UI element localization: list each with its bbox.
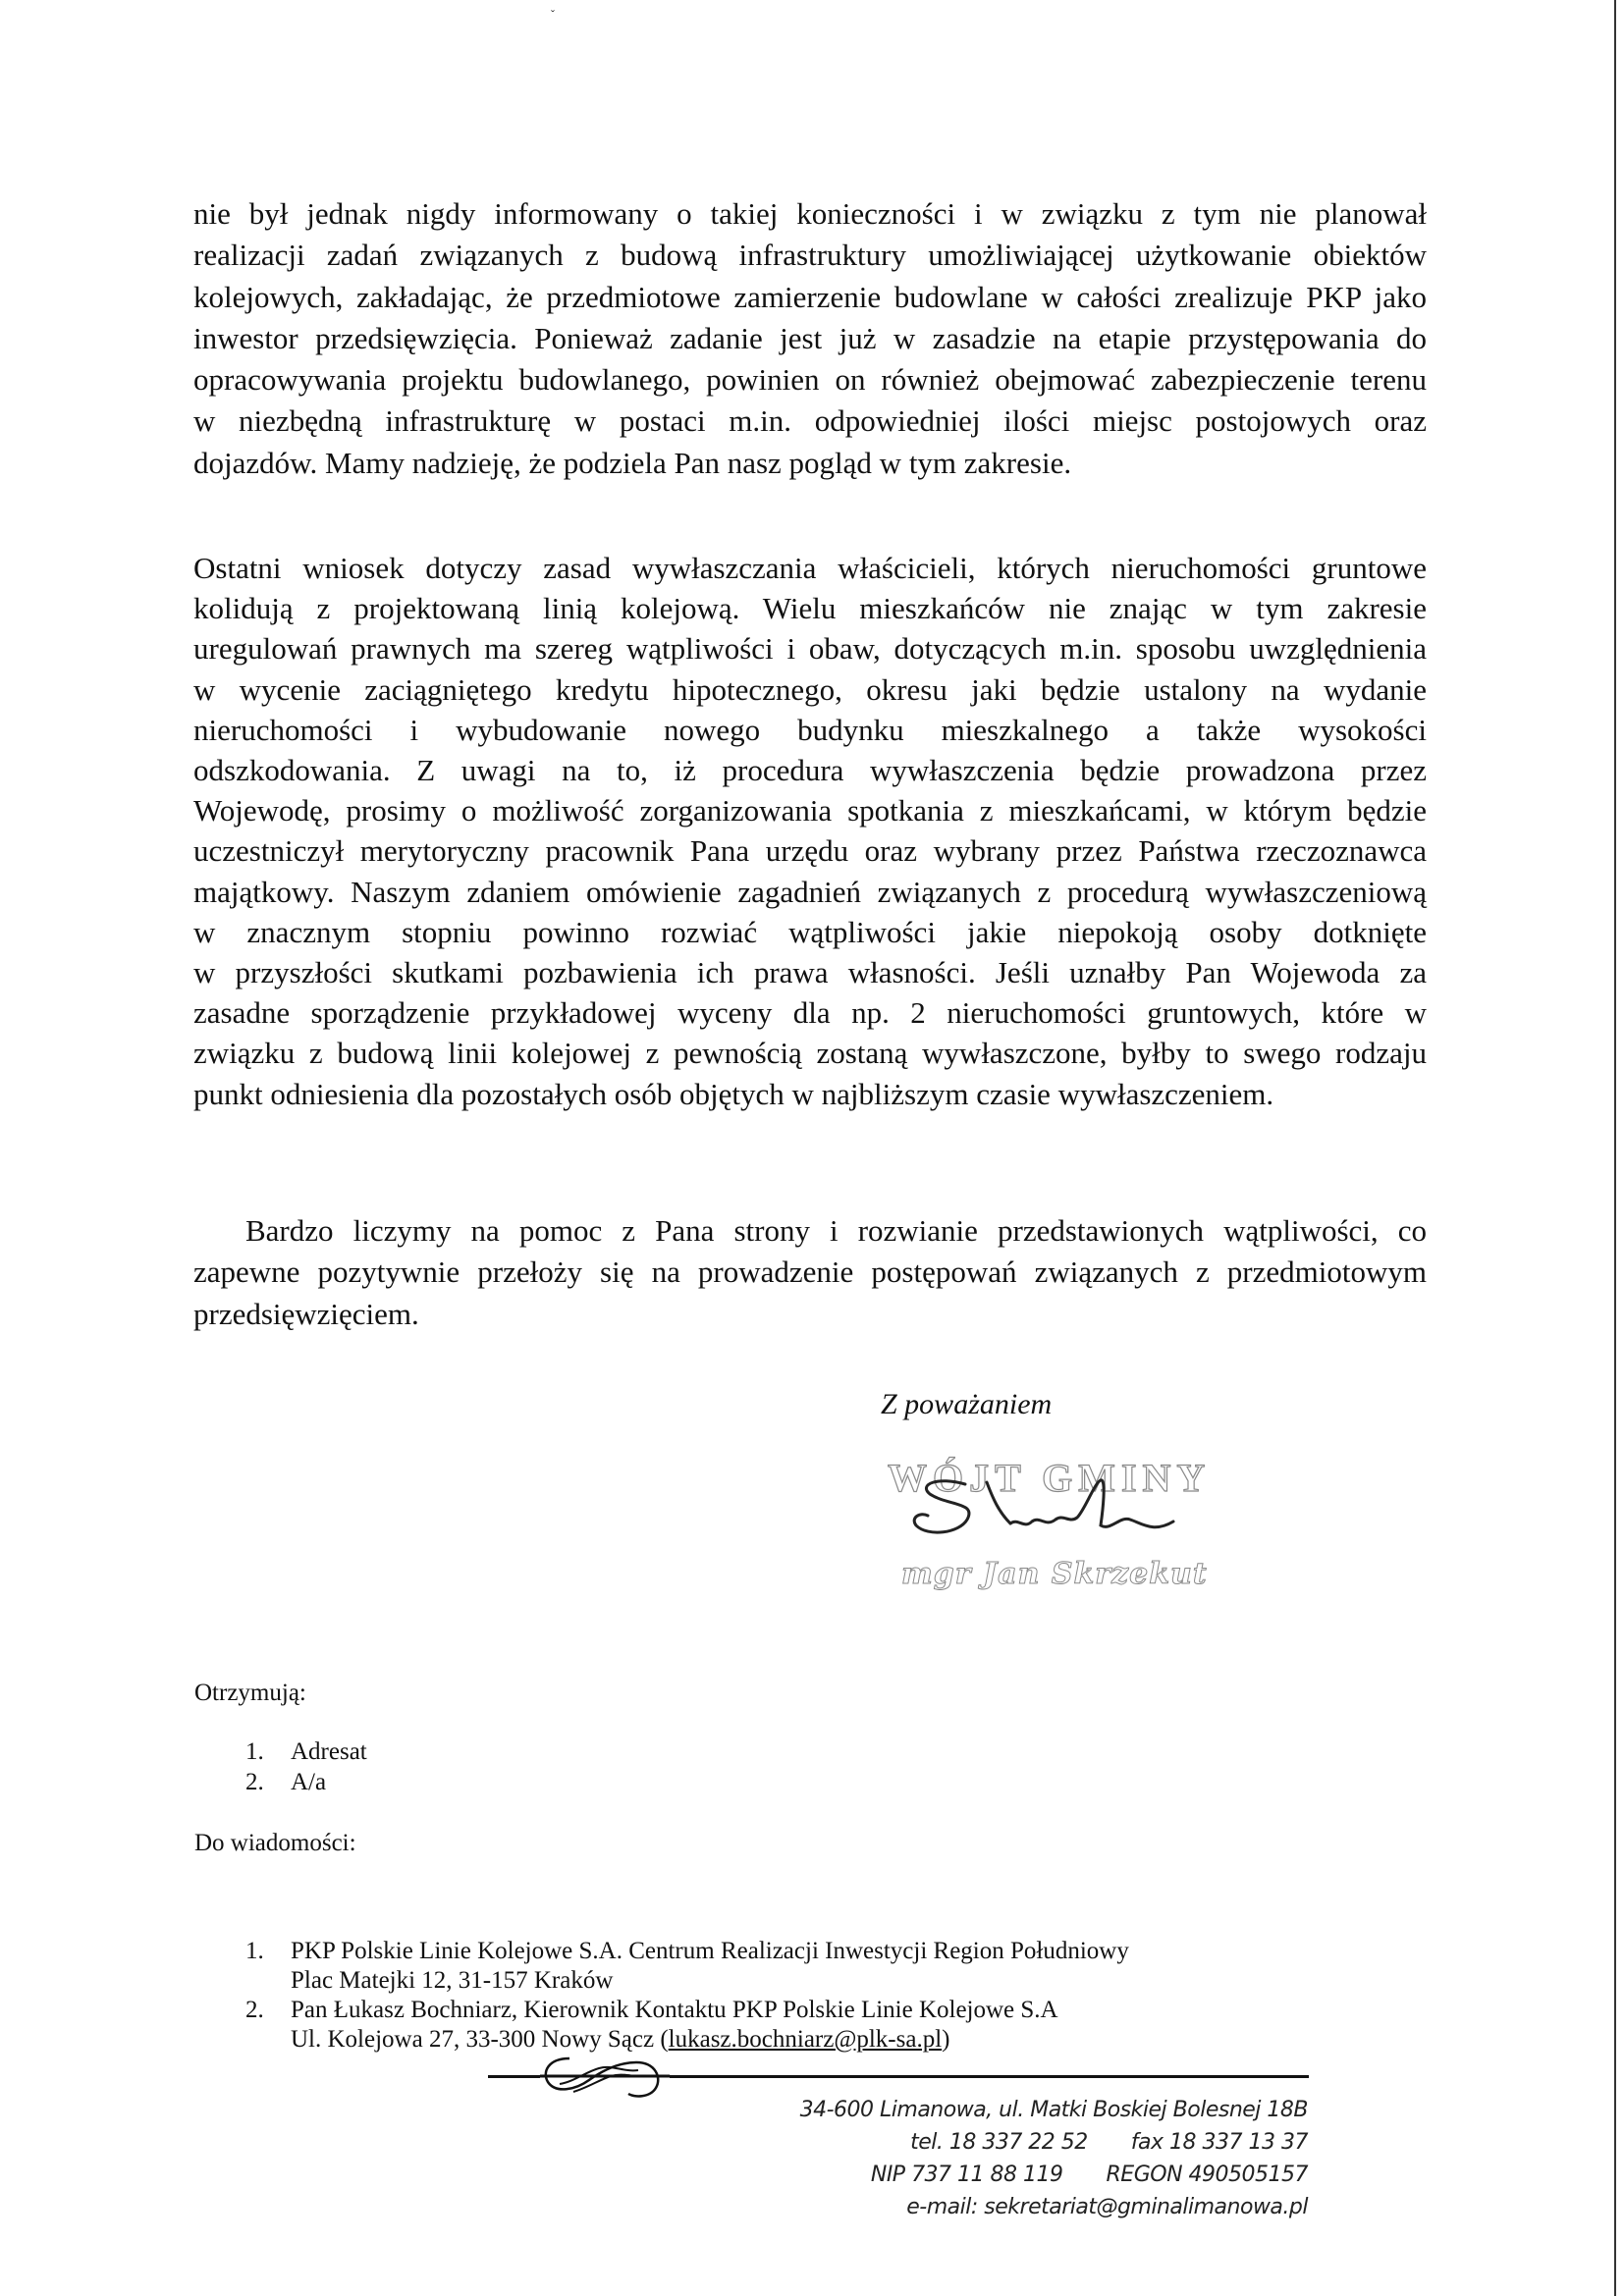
closing-salutation: Z poważaniem (881, 1388, 1053, 1420)
email-link[interactable]: lukasz.bochniarz@plk-sa.pl (668, 2026, 943, 2053)
paragraph-line: w przyszłości skutkami pozbawienia ich prawa własności. Jeśli uznałby Pan Wojewoda za (193, 955, 1427, 990)
paragraph-line: kolejowych, zakładając, że przedmiotowe zamierzenie budowlane w całości zrealizuje PKP jako (193, 279, 1427, 314)
list-text: ) (942, 2026, 950, 2053)
paragraph-line: uczestniczył merytoryczny pracownik Pana urzędu oraz wybrany przez Państwa rzeczoznawca (193, 833, 1427, 869)
recipients-list (245, 1736, 367, 1797)
paragraph-line: uregulowań prawnych ma szereg wątpliwości i obaw, dotyczących m.in. sposobu uwzględnienia (193, 631, 1427, 667)
paragraph-line: Wojewodę, prosimy o możliwość zorganizowania spotkania z mieszkańcami, w którym będzie (193, 793, 1427, 828)
paragraph-line: nie był jednak nigdy informowany o takiej konieczności i w związku z tym nie planował (193, 196, 1427, 231)
paragraph-line: w wycenie zaciągniętego kredytu hipotecznego, okresu jaki będzie ustalony na wydanie (193, 671, 1427, 707)
footer-nip: NIP 737 11 88 119 (870, 2163, 1063, 2187)
paragraph-line: przedsięwzięciem. (193, 1296, 419, 1331)
list-item (245, 1937, 1129, 1996)
footer-ids (687, 2163, 1308, 2187)
paragraph-line: opracowywania projektu budowlanego, powinien on również obejmować zabezpieczenie terenu (193, 362, 1427, 398)
recipients-heading: Otrzymują: (194, 1680, 306, 1706)
paragraph-line: związku z budową linii kolejowej z pewnością zostaną wywłaszczone, byłby to swego rodzaju (193, 1036, 1427, 1071)
paragraph-line: Ostatni wniosek dotyczy zasad wywłaszczania właścicieli, których nieruchomości gruntowe (193, 551, 1427, 585)
scan-edge-line (1614, 0, 1616, 2296)
list-item (245, 1767, 367, 1797)
cc-heading: Do wiadomości: (194, 1830, 356, 1856)
paragraph-line: kolidują z projektowaną linią kolejową. Wielu mieszkańców nie znając w tym zakresie (193, 591, 1427, 626)
paragraph-line: majątkowy. Naszym zdaniem omówienie zagadnień związanych z procedurą wywłaszczeniową (193, 874, 1427, 909)
list-text: Pan Łukasz Bochniarz, Kierownik Kontaktu PKP Polskie Linie Kolejowe S.A (291, 1997, 1058, 2023)
paragraph-line: punkt odniesienia dla pozostałych osób objętych w najbliższym czasie wywłaszczeniem. (193, 1076, 1274, 1111)
official-stamp-name: mgr Jan Skrzekut (901, 1557, 1208, 1591)
cc-list (245, 1937, 1129, 2055)
list-item (245, 1996, 1129, 2055)
scan-artifact-mark: ˇ (551, 8, 555, 22)
body-paragraph-3 (193, 1210, 1427, 1335)
list-text: Adresat (291, 1738, 367, 1765)
paragraph-line: inwestor przedsięwzięcia. Ponieważ zadanie jest już w zasadzie na etapie przystępowania do (193, 320, 1427, 355)
paragraph-line: w znacznym stopniu powinno rozwiać wątpliwości jakie niepokoją osoby dotknięte (193, 914, 1427, 949)
list-item (245, 1736, 367, 1767)
official-stamp-title: WÓJT GMINY (888, 1456, 1212, 1500)
handwritten-signature-icon (908, 1472, 1203, 1546)
paragraph-line: zasadne sporządzenie przykładowej wyceny dla np. 2 nieruchomości gruntowych, które w (193, 995, 1427, 1031)
paragraph-line: odszkodowania. Z uwagi na to, iż procedura wywłaszczenia będzie prowadzona przez (193, 753, 1427, 788)
list-number: 1. (245, 1938, 264, 1964)
list-text: Plac Matejki 12, 31-157 Kraków (291, 1967, 614, 1994)
footer-phone-fax (687, 2130, 1308, 2155)
body-paragraph-1 (193, 193, 1427, 484)
list-text: Ul. Kolejowa 27, 33-300 Nowy Sącz ( (291, 2026, 669, 2053)
list-number: 2. (245, 1997, 264, 2023)
list-number: 2. (245, 1769, 264, 1795)
paragraph-line: Bardzo liczymy na pomoc z Pana strony i rozwianie przedstawionych wątpliwości, co (245, 1213, 1427, 1248)
footer-address: 34-600 Limanowa, ul. Matki Boskiej Bolesnej 18B (799, 2098, 1308, 2122)
body-paragraph-2 (193, 548, 1427, 1114)
paragraph-line: nieruchomości i wybudowanie nowego budynku mieszkalnego a także wysokości (193, 712, 1427, 747)
ornament-flourish-icon (540, 2055, 670, 2100)
paragraph-line: w niezbędną infrastrukturę w postaci m.in. odpowiedniej ilości miejsc postojowych oraz (193, 403, 1427, 439)
list-text: A/a (291, 1769, 327, 1795)
paragraph-line: dojazdów. Mamy nadzieję, że podziela Pan nasz pogląd w tym zakresie. (193, 445, 1072, 480)
list-text: PKP Polskie Linie Kolejowe S.A. Centrum Realizacji Inwestycji Region Południowy (291, 1938, 1129, 1964)
footer-regon: REGON 490505157 (1106, 2163, 1308, 2187)
list-number: 1. (245, 1738, 264, 1765)
paragraph-line: zapewne pozytywnie przełoży się na prowadzenie postępowań związanych z przedmiotowym (193, 1255, 1427, 1290)
footer-fax: fax 18 337 13 37 (1130, 2130, 1308, 2155)
footer-email[interactable]: e-mail: sekretariat@gminalimanowa.pl (906, 2195, 1308, 2219)
paragraph-line: realizacji zadań związanych z budową infrastruktury umożliwiającej użytkowanie obiektów (193, 238, 1427, 273)
footer-tel: tel. 18 337 22 52 (910, 2130, 1088, 2155)
